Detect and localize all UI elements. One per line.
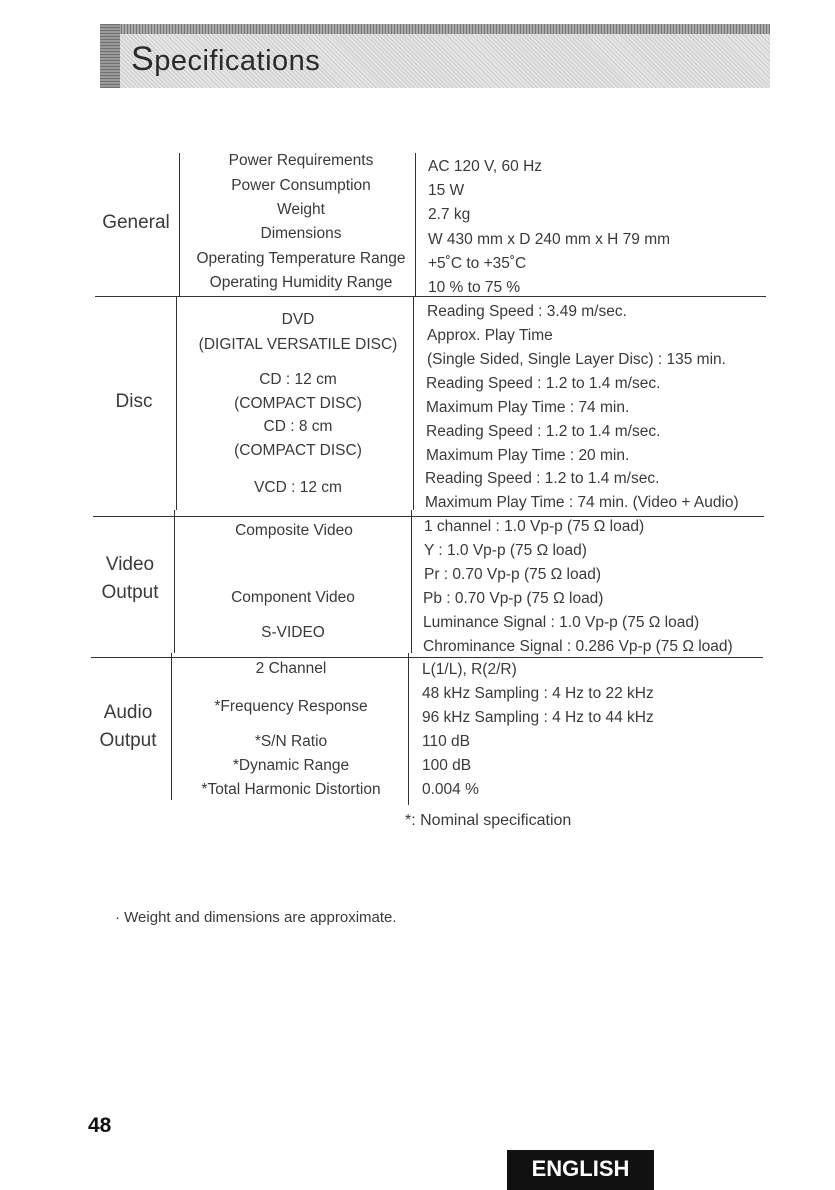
page-title — [131, 40, 320, 79]
section-label-audio-output — [88, 699, 168, 755]
spec-value: 10 % to 75 % — [428, 279, 521, 296]
spec-value: 100 dB — [422, 757, 472, 774]
spec-name: Composite Video — [235, 522, 353, 539]
language-badge: ENGLISH — [507, 1150, 654, 1190]
spec-value: W 430 mm x D 240 mm x H 79 mm — [428, 231, 671, 248]
spec-name: Dimensions — [260, 225, 342, 242]
page-title-initial: S — [131, 40, 155, 78]
spec-name: (DIGITAL VERSATILE DISC) — [198, 336, 398, 353]
spec-value: Maximum Play Time : 20 min. — [426, 447, 630, 464]
spec-value: Pr : 0.70 Vp-p (75 Ω load) — [424, 566, 602, 583]
spec-name: (COMPACT DISC) — [234, 442, 362, 459]
section-label-line: Audio — [103, 702, 153, 723]
spec-value: 15 W — [428, 182, 465, 199]
spec-name: DVD — [281, 311, 315, 328]
approximation-note: · Weight and dimensions are approximate. — [115, 909, 397, 926]
spec-name: Power Requirements — [228, 152, 374, 169]
spec-value: Chrominance Signal : 0.286 Vp-p (75 Ω load) — [423, 638, 733, 655]
spec-value: Reading Speed : 1.2 to 1.4 m/sec. — [425, 470, 660, 487]
spec-name: *Total Harmonic Distortion — [201, 781, 381, 798]
spec-name: *Frequency Response — [214, 698, 368, 715]
spec-value: L(1/L), R(2/R) — [422, 661, 517, 678]
spec-name: CD : 8 cm — [263, 418, 333, 435]
section-label-general — [96, 209, 176, 237]
section-label-line: Video — [105, 554, 155, 575]
page-title-rest: pecifications — [154, 45, 321, 77]
spec-value: 110 dB — [422, 733, 470, 750]
spec-value: Reading Speed : 1.2 to 1.4 m/sec. — [426, 375, 661, 392]
spec-name: Power Consumption — [231, 177, 371, 194]
spec-value: Maximum Play Time : 74 min. (Video + Audio) — [425, 494, 739, 511]
spec-value: Luminance Signal : 1.0 Vp-p (75 Ω load) — [423, 614, 700, 631]
section-label-line: Output — [99, 730, 157, 751]
section-label-line: General — [102, 212, 170, 233]
spec-name: VCD : 12 cm — [254, 479, 342, 496]
nominal-footnote: *: Nominal specification — [405, 812, 572, 829]
spec-value: 48 kHz Sampling : 4 Hz to 22 kHz — [422, 685, 654, 702]
section-label-line: Output — [101, 582, 159, 603]
spec-name: 2 Channel — [255, 660, 327, 677]
spec-value: 2.7 kg — [428, 206, 471, 223]
table-divider-left — [179, 153, 180, 296]
spec-name: S-VIDEO — [261, 624, 325, 641]
section-label-video-output — [90, 551, 170, 607]
spec-value: (Single Sided, Single Layer Disc) : 135 min. — [427, 351, 726, 368]
spec-name: Component Video — [231, 589, 355, 606]
spec-name: Operating Humidity Range — [209, 274, 393, 291]
section-label-line: Disc — [115, 391, 153, 412]
spec-name: Weight — [277, 201, 325, 218]
table-divider-left — [176, 296, 177, 510]
spec-value: +5˚C to +35˚C — [428, 255, 527, 272]
spec-name: *S/N Ratio — [254, 733, 328, 750]
spec-name: CD : 12 cm — [259, 371, 337, 388]
spec-value: Approx. Play Time — [427, 327, 553, 344]
table-divider-left — [171, 653, 172, 800]
spec-value: Maximum Play Time : 74 min. — [426, 399, 630, 416]
spec-name: *Dynamic Range — [232, 757, 350, 774]
spec-value: Reading Speed : 1.2 to 1.4 m/sec. — [426, 423, 661, 440]
spec-value: Pb : 0.70 Vp-p (75 Ω load) — [423, 590, 604, 607]
spec-value: AC 120 V, 60 Hz — [428, 158, 543, 175]
spec-value: 0.004 % — [422, 781, 479, 798]
header-marker — [100, 24, 120, 88]
spec-value: 96 kHz Sampling : 4 Hz to 44 kHz — [422, 709, 654, 726]
spec-name: (COMPACT DISC) — [234, 395, 362, 412]
section-label-disc — [94, 388, 174, 416]
spec-value: Y : 1.0 Vp-p (75 Ω load) — [424, 542, 587, 559]
spec-value: 1 channel : 1.0 Vp-p (75 Ω load) — [424, 518, 645, 535]
page-number: 48 — [88, 1114, 112, 1137]
spec-name: Operating Temperature Range — [196, 250, 406, 267]
spec-value: Reading Speed : 3.49 m/sec. — [427, 303, 627, 320]
